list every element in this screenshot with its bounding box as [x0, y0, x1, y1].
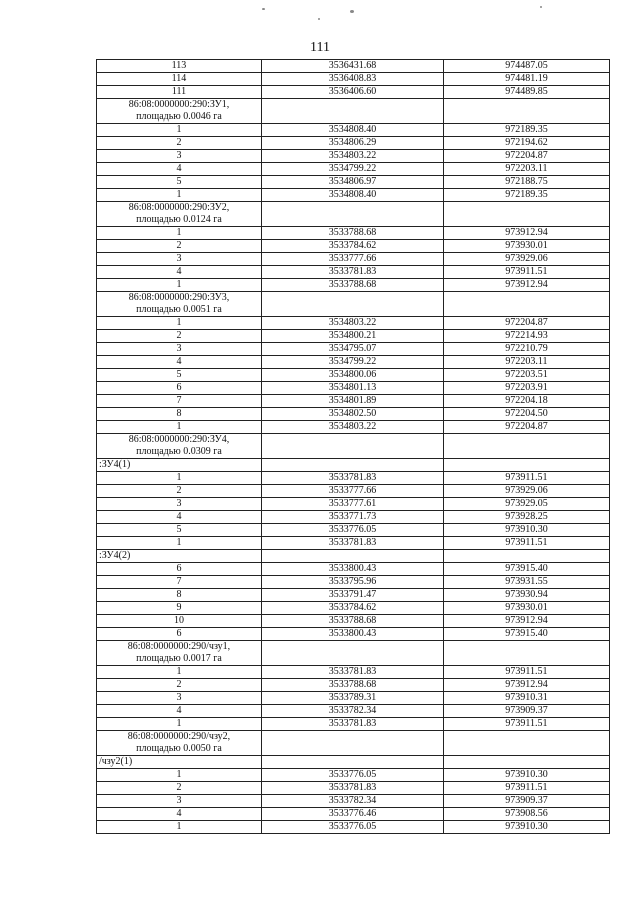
- table-row: [97, 240, 610, 253]
- x-coordinate-cell: 3533776.05: [262, 821, 444, 834]
- y-coordinate-cell: 973910.30: [444, 769, 610, 782]
- parcel-number: 86:08:0000000:290/чзу2,: [127, 731, 231, 742]
- y-coordinate-cell: 972188.75: [444, 176, 610, 189]
- empty-cell: [444, 434, 610, 459]
- y-coordinate-cell: 972204.50: [444, 408, 610, 421]
- point-number-cell: 1: [97, 769, 262, 782]
- empty-cell: [262, 756, 444, 769]
- x-coordinate-cell: 3533784.62: [262, 602, 444, 615]
- empty-cell: [444, 731, 610, 756]
- table-row: [97, 485, 610, 498]
- y-coordinate-cell: 973912.94: [444, 227, 610, 240]
- subsection-header-row: [97, 550, 610, 563]
- point-number-cell: 3: [97, 343, 262, 356]
- point-number-cell: 1: [97, 537, 262, 550]
- point-number-cell: 7: [97, 576, 262, 589]
- point-number-cell: 1: [97, 227, 262, 240]
- y-coordinate-cell: 973931.55: [444, 576, 610, 589]
- section-header-cell: [97, 434, 262, 459]
- point-number-cell: 1: [97, 124, 262, 137]
- point-number-cell: 4: [97, 705, 262, 718]
- empty-cell: [262, 99, 444, 124]
- table-row: [97, 602, 610, 615]
- x-coordinate-cell: 3533788.68: [262, 227, 444, 240]
- empty-cell: [444, 99, 610, 124]
- x-coordinate-cell: 3534802.50: [262, 408, 444, 421]
- y-coordinate-cell: 972203.51: [444, 369, 610, 382]
- table-row: [97, 769, 610, 782]
- point-number-cell: 6: [97, 628, 262, 641]
- y-coordinate-cell: 972210.79: [444, 343, 610, 356]
- y-coordinate-cell: 973909.37: [444, 795, 610, 808]
- table-row: [97, 176, 610, 189]
- table-row: [97, 563, 610, 576]
- point-number-cell: 4: [97, 356, 262, 369]
- x-coordinate-cell: 3533788.68: [262, 679, 444, 692]
- y-coordinate-cell: 973928.25: [444, 511, 610, 524]
- y-coordinate-cell: 973910.31: [444, 692, 610, 705]
- subsection-label-cell: /чзу2(1): [97, 756, 262, 769]
- coordinates-table: [96, 59, 610, 834]
- x-coordinate-cell: 3534806.29: [262, 137, 444, 150]
- x-coordinate-cell: 3534800.06: [262, 369, 444, 382]
- point-number-cell: 1: [97, 421, 262, 434]
- y-coordinate-cell: 973930.01: [444, 602, 610, 615]
- table-row: [97, 666, 610, 679]
- x-coordinate-cell: 3534799.22: [262, 356, 444, 369]
- x-coordinate-cell: 3533795.96: [262, 576, 444, 589]
- x-coordinate-cell: 3534808.40: [262, 189, 444, 202]
- table-row: [97, 782, 610, 795]
- point-number-cell: 2: [97, 485, 262, 498]
- section-header-row: [97, 202, 610, 227]
- table-row: [97, 498, 610, 511]
- point-number-cell: 113: [97, 60, 262, 73]
- table-row: [97, 279, 610, 292]
- empty-cell: [444, 641, 610, 666]
- y-coordinate-cell: 972189.35: [444, 124, 610, 137]
- table-row: [97, 369, 610, 382]
- table-row: [97, 317, 610, 330]
- x-coordinate-cell: 3533784.62: [262, 240, 444, 253]
- point-number-cell: 1: [97, 317, 262, 330]
- x-coordinate-cell: 3534801.13: [262, 382, 444, 395]
- y-coordinate-cell: 973910.30: [444, 821, 610, 834]
- table-row: [97, 60, 610, 73]
- y-coordinate-cell: 974487.05: [444, 60, 610, 73]
- point-number-cell: 5: [97, 524, 262, 537]
- point-number-cell: 5: [97, 176, 262, 189]
- y-coordinate-cell: 973929.05: [444, 498, 610, 511]
- x-coordinate-cell: 3536408.83: [262, 73, 444, 86]
- x-coordinate-cell: 3533788.68: [262, 279, 444, 292]
- x-coordinate-cell: 3533800.43: [262, 628, 444, 641]
- point-number-cell: 6: [97, 563, 262, 576]
- point-number-cell: 10: [97, 615, 262, 628]
- x-coordinate-cell: 3533776.05: [262, 524, 444, 537]
- parcel-number: 86:08:0000000:290/чзу1,: [127, 641, 231, 652]
- section-header-cell: [97, 202, 262, 227]
- parcel-area: площадью 0.0309 га: [136, 446, 222, 457]
- section-header-row: [97, 99, 610, 124]
- parcel-area: площадью 0.0124 га: [136, 214, 222, 225]
- section-header-row: [97, 731, 610, 756]
- x-coordinate-cell: 3534801.89: [262, 395, 444, 408]
- point-number-cell: 8: [97, 408, 262, 421]
- y-coordinate-cell: 972189.35: [444, 189, 610, 202]
- point-number-cell: 2: [97, 782, 262, 795]
- x-coordinate-cell: 3533781.83: [262, 782, 444, 795]
- y-coordinate-cell: 973910.30: [444, 524, 610, 537]
- parcel-number: 86:08:0000000:290:ЗУ1,: [128, 99, 230, 110]
- y-coordinate-cell: 974489.85: [444, 86, 610, 99]
- y-coordinate-cell: 973911.51: [444, 472, 610, 485]
- table-row: [97, 330, 610, 343]
- section-header-cell: [97, 641, 262, 666]
- table-row: [97, 356, 610, 369]
- x-coordinate-cell: 3533788.68: [262, 615, 444, 628]
- y-coordinate-cell: 973912.94: [444, 615, 610, 628]
- x-coordinate-cell: 3534800.21: [262, 330, 444, 343]
- scan-speck: [540, 6, 542, 8]
- table-row: [97, 472, 610, 485]
- y-coordinate-cell: 972204.18: [444, 395, 610, 408]
- x-coordinate-cell: 3533777.66: [262, 253, 444, 266]
- x-coordinate-cell: 3533782.34: [262, 705, 444, 718]
- empty-cell: [444, 550, 610, 563]
- scan-speck: [262, 8, 265, 10]
- y-coordinate-cell: 973911.51: [444, 266, 610, 279]
- point-number-cell: 4: [97, 266, 262, 279]
- point-number-cell: 1: [97, 666, 262, 679]
- section-header-row: [97, 434, 610, 459]
- y-coordinate-cell: 972204.87: [444, 317, 610, 330]
- table-row: [97, 821, 610, 834]
- subsection-label-cell: :ЗУ4(1): [97, 459, 262, 472]
- empty-cell: [262, 459, 444, 472]
- point-number-cell: 2: [97, 330, 262, 343]
- y-coordinate-cell: 972203.11: [444, 356, 610, 369]
- empty-cell: [262, 292, 444, 317]
- empty-cell: [444, 756, 610, 769]
- point-number-cell: 3: [97, 498, 262, 511]
- y-coordinate-cell: 973908.56: [444, 808, 610, 821]
- table-row: [97, 163, 610, 176]
- table-row: [97, 189, 610, 202]
- x-coordinate-cell: 3533781.83: [262, 718, 444, 731]
- table-row: [97, 808, 610, 821]
- empty-cell: [262, 434, 444, 459]
- parcel-area: площадью 0.0017 га: [136, 653, 222, 664]
- y-coordinate-cell: 972204.87: [444, 421, 610, 434]
- section-header-cell: [97, 99, 262, 124]
- point-number-cell: 1: [97, 718, 262, 731]
- x-coordinate-cell: 3533777.61: [262, 498, 444, 511]
- x-coordinate-cell: 3533781.83: [262, 266, 444, 279]
- y-coordinate-cell: 972194.62: [444, 137, 610, 150]
- subsection-label-cell: :ЗУ4(2): [97, 550, 262, 563]
- subsection-header-row: [97, 459, 610, 472]
- table-row: [97, 615, 610, 628]
- point-number-cell: 9: [97, 602, 262, 615]
- table-row: [97, 86, 610, 99]
- x-coordinate-cell: 3534803.22: [262, 421, 444, 434]
- parcel-area: площадью 0.0050 га: [136, 743, 222, 754]
- point-number-cell: 1: [97, 472, 262, 485]
- table-row: [97, 150, 610, 163]
- table-row: [97, 266, 610, 279]
- y-coordinate-cell: 973930.01: [444, 240, 610, 253]
- x-coordinate-cell: 3536406.60: [262, 86, 444, 99]
- point-number-cell: 3: [97, 692, 262, 705]
- table-row: [97, 137, 610, 150]
- subsection-header-row: [97, 756, 610, 769]
- table-row: [97, 705, 610, 718]
- y-coordinate-cell: 972204.87: [444, 150, 610, 163]
- y-coordinate-cell: 972203.11: [444, 163, 610, 176]
- y-coordinate-cell: 973911.51: [444, 782, 610, 795]
- point-number-cell: 3: [97, 253, 262, 266]
- page-number: 111: [310, 40, 330, 55]
- point-number-cell: 2: [97, 679, 262, 692]
- point-number-cell: 111: [97, 86, 262, 99]
- table-row: [97, 576, 610, 589]
- table-row: [97, 408, 610, 421]
- parcel-area: площадью 0.0051 га: [136, 304, 222, 315]
- table-row: [97, 421, 610, 434]
- empty-cell: [444, 459, 610, 472]
- y-coordinate-cell: 973915.40: [444, 628, 610, 641]
- y-coordinate-cell: 973911.51: [444, 718, 610, 731]
- section-header-row: [97, 641, 610, 666]
- x-coordinate-cell: 3533781.83: [262, 666, 444, 679]
- point-number-cell: 3: [97, 795, 262, 808]
- x-coordinate-cell: 3536431.68: [262, 60, 444, 73]
- x-coordinate-cell: 3533777.66: [262, 485, 444, 498]
- point-number-cell: 2: [97, 240, 262, 253]
- parcel-number: 86:08:0000000:290:ЗУ4,: [128, 434, 230, 445]
- y-coordinate-cell: 972203.91: [444, 382, 610, 395]
- parcel-number: 86:08:0000000:290:ЗУ3,: [128, 292, 230, 303]
- y-coordinate-cell: 973915.40: [444, 563, 610, 576]
- point-number-cell: 6: [97, 382, 262, 395]
- empty-cell: [444, 292, 610, 317]
- table-row: [97, 589, 610, 602]
- x-coordinate-cell: 3533789.31: [262, 692, 444, 705]
- y-coordinate-cell: 972214.93: [444, 330, 610, 343]
- table-row: [97, 692, 610, 705]
- point-number-cell: 2: [97, 137, 262, 150]
- x-coordinate-cell: 3533781.83: [262, 472, 444, 485]
- empty-cell: [262, 202, 444, 227]
- point-number-cell: 1: [97, 279, 262, 292]
- coordinates-table-body: [97, 60, 610, 834]
- y-coordinate-cell: 973912.94: [444, 679, 610, 692]
- y-coordinate-cell: 973909.37: [444, 705, 610, 718]
- table-row: [97, 382, 610, 395]
- y-coordinate-cell: 973911.51: [444, 666, 610, 679]
- table-row: [97, 511, 610, 524]
- table-row: [97, 718, 610, 731]
- x-coordinate-cell: 3533771.73: [262, 511, 444, 524]
- table-row: [97, 679, 610, 692]
- scan-speck: [318, 18, 320, 20]
- x-coordinate-cell: 3534799.22: [262, 163, 444, 176]
- x-coordinate-cell: 3533782.34: [262, 795, 444, 808]
- table-row: [97, 124, 610, 137]
- x-coordinate-cell: 3533781.83: [262, 537, 444, 550]
- table-row: [97, 795, 610, 808]
- point-number-cell: 1: [97, 189, 262, 202]
- x-coordinate-cell: 3534795.07: [262, 343, 444, 356]
- x-coordinate-cell: 3534803.22: [262, 150, 444, 163]
- table-row: [97, 73, 610, 86]
- x-coordinate-cell: 3534803.22: [262, 317, 444, 330]
- table-row: [97, 524, 610, 537]
- point-number-cell: 4: [97, 163, 262, 176]
- point-number-cell: 4: [97, 808, 262, 821]
- empty-cell: [444, 202, 610, 227]
- x-coordinate-cell: 3533776.46: [262, 808, 444, 821]
- empty-cell: [262, 731, 444, 756]
- y-coordinate-cell: 973912.94: [444, 279, 610, 292]
- table-row: [97, 628, 610, 641]
- section-header-cell: [97, 292, 262, 317]
- point-number-cell: 3: [97, 150, 262, 163]
- x-coordinate-cell: 3534806.97: [262, 176, 444, 189]
- empty-cell: [262, 550, 444, 563]
- scan-speck: [350, 10, 354, 13]
- y-coordinate-cell: 973930.94: [444, 589, 610, 602]
- point-number-cell: 114: [97, 73, 262, 86]
- y-coordinate-cell: 974481.19: [444, 73, 610, 86]
- point-number-cell: 1: [97, 821, 262, 834]
- section-header-row: [97, 292, 610, 317]
- parcel-area: площадью 0.0046 га: [136, 111, 222, 122]
- x-coordinate-cell: 3533800.43: [262, 563, 444, 576]
- point-number-cell: 7: [97, 395, 262, 408]
- y-coordinate-cell: 973911.51: [444, 537, 610, 550]
- table-row: [97, 227, 610, 240]
- point-number-cell: 8: [97, 589, 262, 602]
- table-row: [97, 537, 610, 550]
- point-number-cell: 4: [97, 511, 262, 524]
- y-coordinate-cell: 973929.06: [444, 253, 610, 266]
- table-row: [97, 253, 610, 266]
- table-row: [97, 343, 610, 356]
- empty-cell: [262, 641, 444, 666]
- point-number-cell: 5: [97, 369, 262, 382]
- parcel-number: 86:08:0000000:290:ЗУ2,: [128, 202, 230, 213]
- section-header-cell: [97, 731, 262, 756]
- x-coordinate-cell: 3533776.05: [262, 769, 444, 782]
- x-coordinate-cell: 3534808.40: [262, 124, 444, 137]
- y-coordinate-cell: 973929.06: [444, 485, 610, 498]
- x-coordinate-cell: 3533791.47: [262, 589, 444, 602]
- table-row: [97, 395, 610, 408]
